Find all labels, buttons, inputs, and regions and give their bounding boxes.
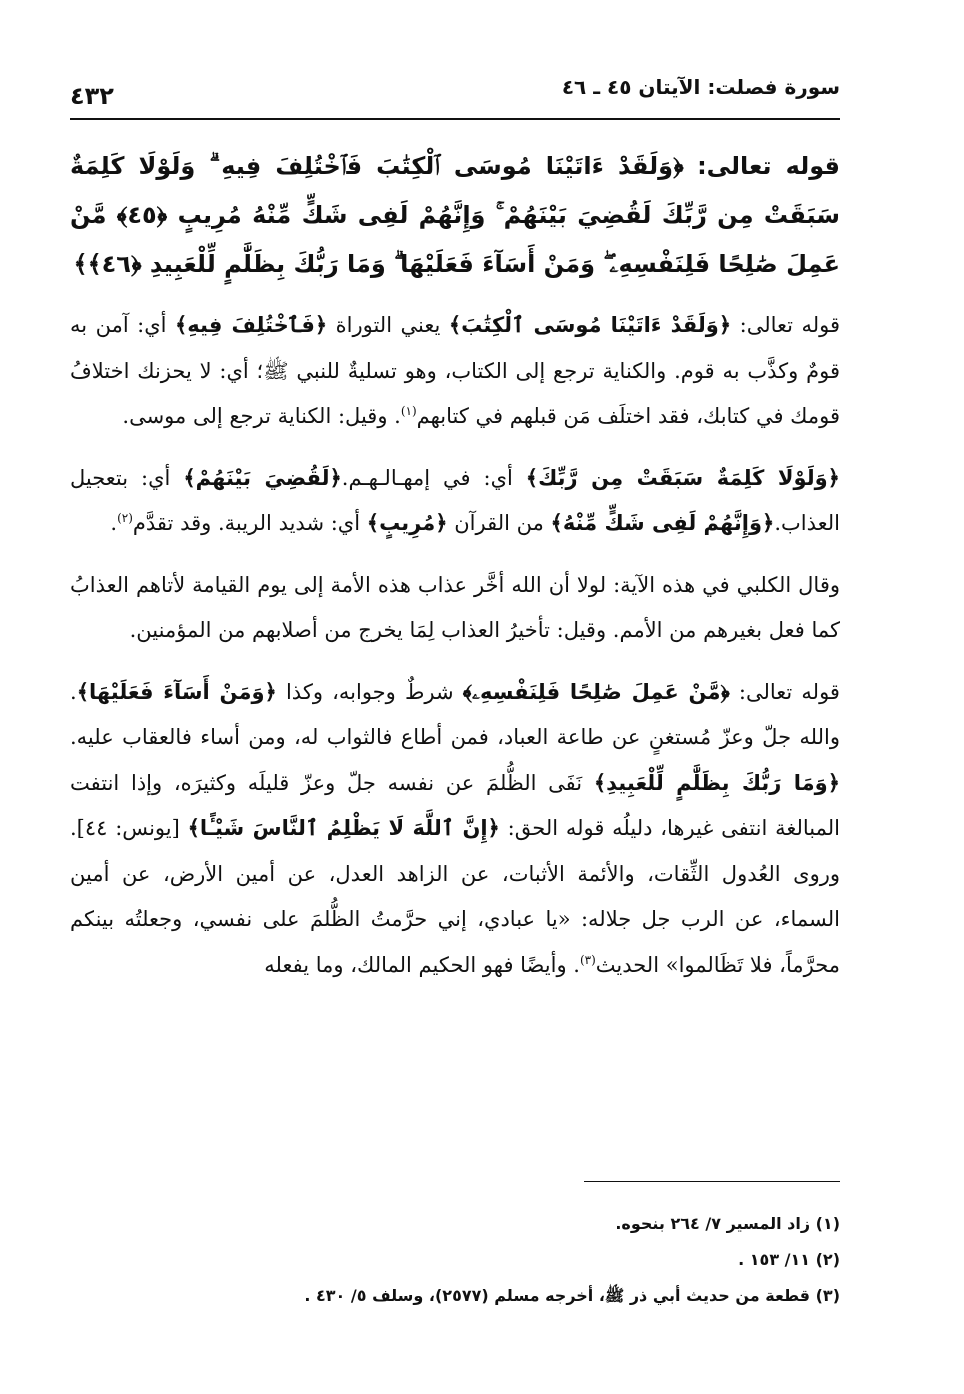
para2-quote-4: ﴿مُرِيبٍ﴾ — [366, 511, 448, 535]
para4-text-1: قوله تعالى: — [738, 679, 840, 704]
para1-text-2: يعني التوراة — [335, 313, 441, 337]
footnote-2: (٢) ١١/ ١٥٣ . — [738, 1250, 840, 1269]
page-number: ٤٣٢ — [70, 82, 114, 110]
para2-text-5: . — [110, 511, 118, 535]
footnote-ref-3[interactable]: (٣) — [579, 952, 596, 967]
para2-quote-1: ﴿وَلَوْلَا كَلِمَةٌ سَبَقَتْ مِن رَّبِّكَ﴾ — [525, 465, 840, 490]
footnote-rule — [584, 1181, 840, 1182]
footnote-3: (٣) قطعة من حديث أبي ذر ﷺ، أخرجه مسلم (٢٥٧٧)، وسلف ٥/ ٤٣٠ . — [304, 1286, 840, 1305]
para4-text-2: شرطٌ وجوابه، وكذا — [285, 679, 454, 704]
para1-text-3: أي: آمن به قومٌ وكذَّب به قوم. والكناية ترجع إلى الكتاب، وهو تسليةٌ للنبي ﷺ؛ أي: لا يحزنك اختلافُ قومك في كتابك، فقد اختلَف مَن قبلهم في كتابهم — [70, 313, 840, 428]
paragraph-1 — [70, 303, 840, 440]
para2-quote-2: ﴿لَقُضِيَ بَيْنَهُمْ﴾ — [183, 465, 342, 490]
para2-text-4: أي: شديد الريبة. وقد تقدَّم — [132, 511, 361, 535]
para1-quote-2: ﴿فَٱخْتُلِفَ فِيهِ﴾ — [175, 313, 328, 337]
para4-text-4: نَفَى الظُّلمَ عن نفسه جلّ وعزّ قليلَه وكثيرَه، وإذا انتفت المبالغة انتفى غيرها، دليلُه قوله الحق: — [70, 770, 841, 840]
footnote-1: (١) زاد المسير ٧/ ٢٦٤ بنحوه. — [615, 1214, 840, 1233]
para4-quote-2: ﴿وَمَنْ أَسَآءَ فَعَلَيْهَا﴾ — [76, 679, 277, 704]
para4-text-5: [يونس: ٤٤]. وروى العُدول الثِّقات، والأئمة الأثبات، عن الزاهد العدل، عن أمين الأرض، عن أمين السماء، عن الرب جل جلاله: «يا عبادي، إني حرَّمتُ الظُّلمَ على نفسي، وجعلتُه بينكم محرَّماً، فلا تَظَالموا» الحديث — [70, 816, 840, 977]
para4-quote-3: ﴿وَمَا رَبُّكَ بِظَلَّٰمٍ لِّلْعَبِيدِ﴾ — [593, 770, 840, 795]
para2-quote-3: ﴿وَإِنَّهُمْ لَفِى شَكٍّ مِّنْهُ﴾ — [550, 511, 775, 535]
para2-text-1: أي: في إمهـالـهـم. — [341, 465, 513, 490]
paragraph-3 — [70, 563, 840, 654]
header-rule — [70, 118, 840, 120]
paragraph-4 — [70, 670, 840, 989]
verse-text: ﴿وَلَقَدْ ءَاتَيْنَا مُوسَى ٱلْكِتَٰبَ فَٱخْتُلِفَ فِيهِ ۗ وَلَوْلَا كَلِمَةٌ سَبَقَتْ مِن رَّبِّكَ لَقُضِيَ بَيْنَهُمْ ۚ وَإِنَّهُمْ لَفِى شَكٍّ مِّنْهُ مُرِيبٍ ﴿٤٥﴾ مَّنْ عَمِلَ صَٰلِحًا فَلِنَفْسِهِۦ ۖ وَمَنْ أَسَآءَ فَعَلَيْهَا ۗ وَمَا رَبُّكَ بِظَلَّٰمٍ لِّلْعَبِيدِ ﴿٤٦﴾﴾ — [70, 152, 840, 278]
para4-quote-4: ﴿إِنَّ ٱللَّهَ لَا يَظْلِمُ ٱلنَّاسَ شَيْـًٔا﴾ — [187, 816, 500, 840]
verse-label: قوله تعالى: — [697, 152, 840, 180]
para3-text-1: وقال الكلبي في هذه الآية: لولا أن الله أخَّر عذاب هذه الأمة إلى يوم القيامة لأتاهم العذابُ كما فعل بغيرهم من الأمم. وقيل: تأخيرُ العذاب لِمَا يخرج من أصلابهم من المؤمنين. — [70, 572, 840, 642]
running-title: سورة فصلت: الآيتان ٤٥ ـ ٤٦ — [561, 75, 840, 99]
para4-text-6: . وأيضًا فهو الحكيم المالك، وما يفعله — [264, 952, 580, 977]
verse-block — [70, 142, 840, 289]
para1-text-1: قوله تعالى: — [739, 313, 841, 337]
para1-text-4: . وقيل: الكناية ترجع إلى موسى. — [122, 404, 401, 428]
footnotes — [70, 1206, 840, 1314]
paragraph-2 — [70, 456, 840, 547]
footnote-ref-2[interactable]: (٢) — [117, 511, 133, 525]
main-text — [70, 142, 840, 988]
para1-quote-1: ﴿وَلَقَدْ ءَاتَيْنَا مُوسَى ٱلْكِتَٰبَ﴾ — [448, 313, 732, 337]
para2-text-2: أي: بتعجيل العذاب. — [70, 465, 840, 535]
para4-text-3: . والله جلّ وعزّ مُستغنٍ عن طاعة العباد، فمن أطاع فالثواب له، ومن أساء فالعقاب عليه. — [70, 679, 840, 749]
page-header — [70, 68, 840, 116]
footnote-ref-1[interactable]: (١) — [400, 404, 417, 418]
para2-text-3: من القرآن — [454, 511, 544, 535]
para4-quote-1: ﴿مَّنْ عَمِلَ صَٰلِحًا فَلِنَفْسِهِۦ﴾ — [462, 679, 730, 704]
